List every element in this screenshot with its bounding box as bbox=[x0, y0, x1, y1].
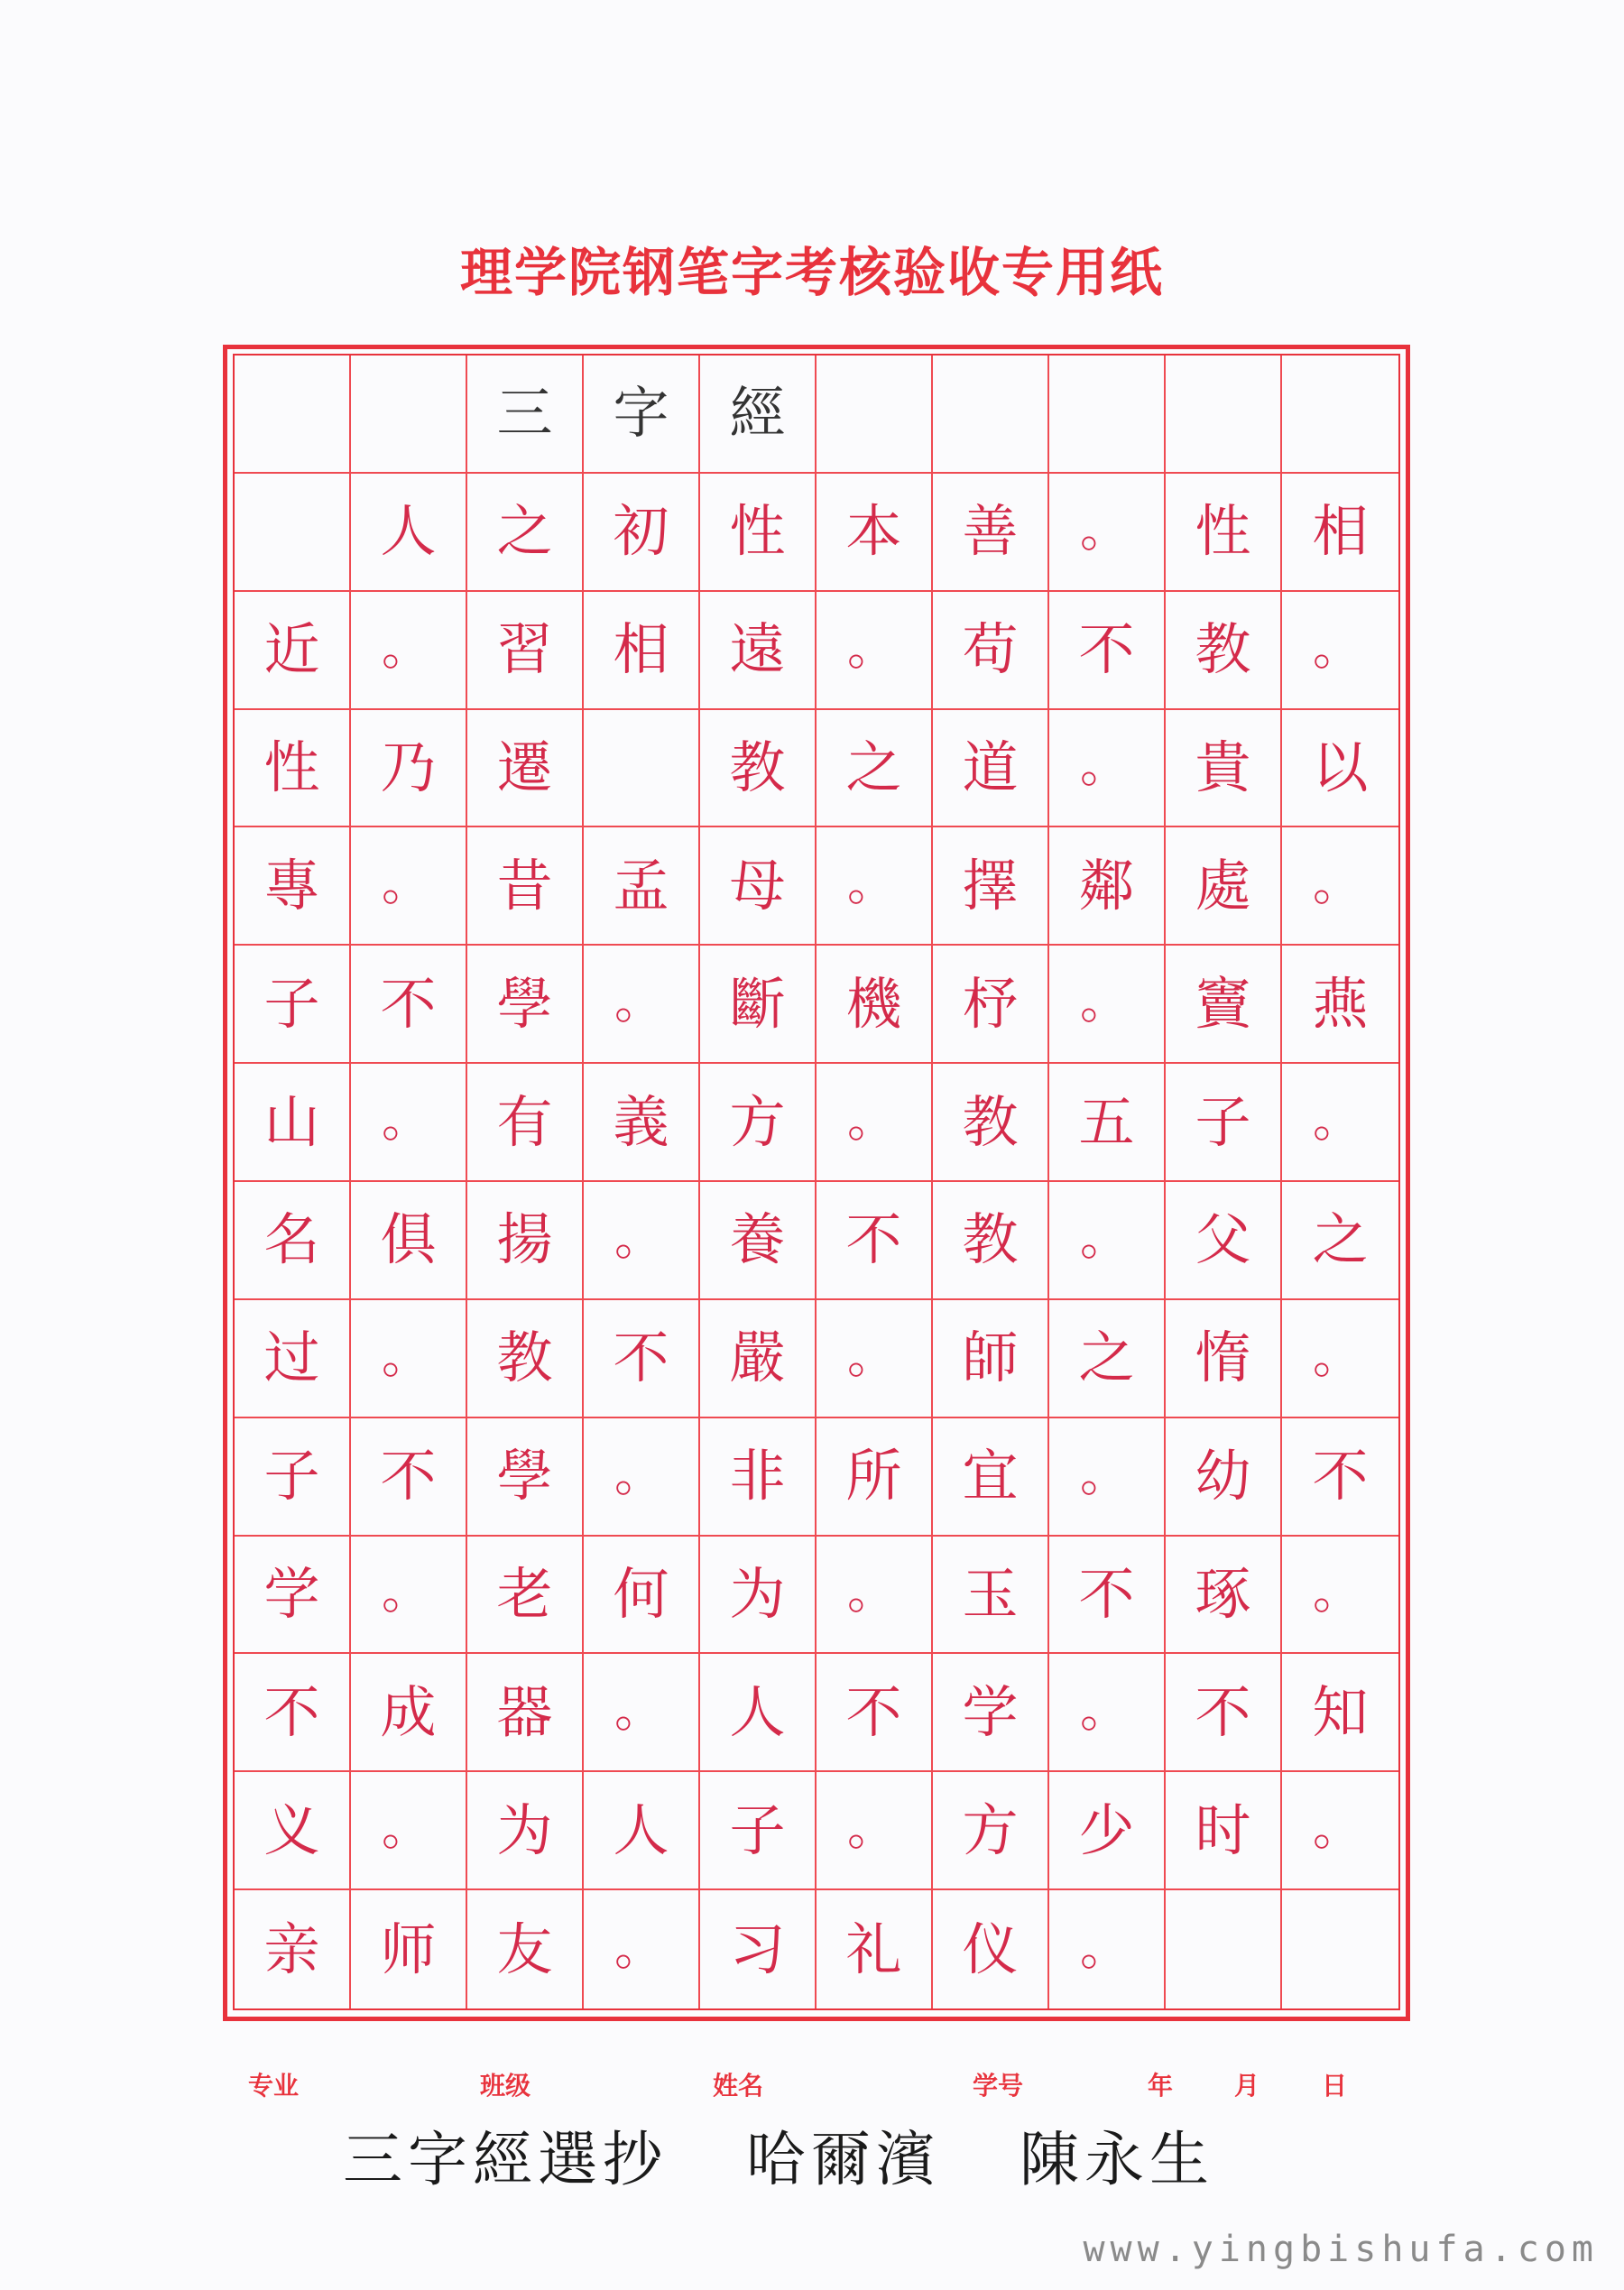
grid-cell: 。 bbox=[1049, 474, 1166, 592]
grid-cell: 人 bbox=[700, 1654, 817, 1772]
grid-cell: 仪 bbox=[933, 1890, 1049, 2008]
grid-cell: 知 bbox=[1282, 1654, 1398, 1772]
grid-cell: 师 bbox=[351, 1890, 467, 2008]
grid-cell bbox=[1166, 356, 1282, 474]
grid-cell: 教 bbox=[467, 1300, 584, 1418]
grid-cell: 不 bbox=[1166, 1654, 1282, 1772]
grid-cell: 俱 bbox=[351, 1182, 467, 1300]
grid-cell: 遷 bbox=[467, 710, 584, 828]
signature-place: 哈爾濱 bbox=[745, 2125, 941, 2194]
grid-cell: 。 bbox=[817, 1537, 933, 1655]
grid-cell: 處 bbox=[1166, 827, 1282, 946]
grid-cell: 教 bbox=[1166, 592, 1282, 710]
signature-line bbox=[343, 2111, 1269, 2197]
grid-cell: 。 bbox=[1049, 946, 1166, 1064]
grid-cell: 近 bbox=[235, 592, 351, 710]
grid-cell: 成 bbox=[351, 1654, 467, 1772]
grid-cell: 教 bbox=[700, 710, 817, 828]
label-year: 年 bbox=[1148, 2071, 1174, 2101]
grid-cell: 。 bbox=[1049, 1890, 1166, 2008]
grid-cell: 。 bbox=[584, 1654, 700, 1772]
grid-cell: 为 bbox=[700, 1537, 817, 1655]
grid-cell: 礼 bbox=[817, 1890, 933, 2008]
grid-cell: 。 bbox=[351, 1772, 467, 1890]
grid-cell: 貴 bbox=[1166, 710, 1282, 828]
grid-cell: 師 bbox=[933, 1300, 1049, 1418]
grid-cell: 本 bbox=[817, 474, 933, 592]
grid-cell: 性 bbox=[700, 474, 817, 592]
grid-cell: 。 bbox=[1049, 1182, 1166, 1300]
writing-grid bbox=[233, 354, 1400, 2010]
grid-cell: 。 bbox=[351, 592, 467, 710]
grid-cell: 。 bbox=[351, 1300, 467, 1418]
grid-cell: 孟 bbox=[584, 827, 700, 946]
label-class: 班级 bbox=[480, 2071, 531, 2101]
grid-cell: 。 bbox=[584, 1418, 700, 1537]
grid-cell bbox=[235, 356, 351, 474]
grid-cell: 不 bbox=[1282, 1418, 1398, 1537]
grid-cell: 子 bbox=[1166, 1064, 1282, 1182]
grid-cell: 父 bbox=[1166, 1182, 1282, 1300]
grid-cell: 非 bbox=[700, 1418, 817, 1537]
grid-cell: 。 bbox=[1282, 592, 1398, 710]
grid-cell: 義 bbox=[584, 1064, 700, 1182]
grid-cell: 学 bbox=[933, 1654, 1049, 1772]
grid-cell: 学 bbox=[235, 1537, 351, 1655]
grid-cell: 相 bbox=[1282, 474, 1398, 592]
label-major: 专业 bbox=[248, 2071, 300, 2101]
grid-cell bbox=[235, 474, 351, 592]
grid-cell: 琢 bbox=[1166, 1537, 1282, 1655]
grid-cell: 。 bbox=[1282, 1064, 1398, 1182]
grid-cell: 機 bbox=[817, 946, 933, 1064]
grid-cell: 。 bbox=[1049, 710, 1166, 828]
grid-cell bbox=[1282, 356, 1398, 474]
grid-cell: 时 bbox=[1166, 1772, 1282, 1890]
grid-cell: 字 bbox=[584, 356, 700, 474]
grid-cell: 善 bbox=[933, 474, 1049, 592]
grid-cell: 。 bbox=[1282, 1300, 1398, 1418]
grid-cell: 子 bbox=[700, 1772, 817, 1890]
grid-cell: 斷 bbox=[700, 946, 817, 1064]
grid-cell: 五 bbox=[1049, 1064, 1166, 1182]
grid-cell: 山 bbox=[235, 1064, 351, 1182]
grid-cell: 。 bbox=[817, 827, 933, 946]
grid-cell: 遠 bbox=[700, 592, 817, 710]
grid-cell: 性 bbox=[235, 710, 351, 828]
grid-cell: 之 bbox=[467, 474, 584, 592]
label-month: 月 bbox=[1234, 2071, 1260, 2101]
grid-cell: 之 bbox=[817, 710, 933, 828]
footer-labels bbox=[0, 2066, 1624, 2102]
grid-cell: 初 bbox=[584, 474, 700, 592]
grid-cell: 苟 bbox=[933, 592, 1049, 710]
grid-cell: 經 bbox=[700, 356, 817, 474]
grid-cell: 揚 bbox=[467, 1182, 584, 1300]
grid-cell bbox=[584, 710, 700, 828]
grid-cell: 之 bbox=[1282, 1182, 1398, 1300]
signature-author: 陳永生 bbox=[1019, 2125, 1214, 2194]
grid-cell: 專 bbox=[235, 827, 351, 946]
grid-cell: 。 bbox=[1049, 1418, 1166, 1537]
label-student-id: 学号 bbox=[973, 2071, 1024, 2101]
page-title: 理学院钢笔字考核验收专用纸 bbox=[459, 242, 1164, 303]
grid-cell: 所 bbox=[817, 1418, 933, 1537]
watermark: www.yingbishufa.com bbox=[1083, 2229, 1599, 2270]
grid-cell: 。 bbox=[351, 1064, 467, 1182]
grid-cell: 幼 bbox=[1166, 1418, 1282, 1537]
grid-cell: 性 bbox=[1166, 474, 1282, 592]
grid-cell: 少 bbox=[1049, 1772, 1166, 1890]
grid-cell: 友 bbox=[467, 1890, 584, 2008]
grid-cell: 。 bbox=[1282, 827, 1398, 946]
grid-cell: 过 bbox=[235, 1300, 351, 1418]
grid-cell: 玉 bbox=[933, 1537, 1049, 1655]
grid-cell: 之 bbox=[1049, 1300, 1166, 1418]
grid-cell: 宜 bbox=[933, 1418, 1049, 1537]
grid-cell: 不 bbox=[817, 1182, 933, 1300]
grid-cell: 人 bbox=[584, 1772, 700, 1890]
grid-cell bbox=[351, 356, 467, 474]
grid-cell: 。 bbox=[351, 827, 467, 946]
grid-cell: 鄰 bbox=[1049, 827, 1166, 946]
grid-cell bbox=[1166, 1890, 1282, 2008]
grid-cell: 竇 bbox=[1166, 946, 1282, 1064]
grid-cell: 何 bbox=[584, 1537, 700, 1655]
grid-cell bbox=[817, 356, 933, 474]
grid-cell: 方 bbox=[933, 1772, 1049, 1890]
grid-cell: 亲 bbox=[235, 1890, 351, 2008]
grid-cell bbox=[1049, 356, 1166, 474]
grid-cell: 不 bbox=[1049, 592, 1166, 710]
grid-cell: 不 bbox=[584, 1300, 700, 1418]
grid-cell: 。 bbox=[817, 1772, 933, 1890]
grid-cell: 。 bbox=[1049, 1654, 1166, 1772]
grid-cell: 。 bbox=[817, 592, 933, 710]
grid-cell: 为 bbox=[467, 1772, 584, 1890]
grid-cell: 擇 bbox=[933, 827, 1049, 946]
grid-cell: 。 bbox=[584, 1890, 700, 2008]
grid-cell: 老 bbox=[467, 1537, 584, 1655]
grid-cell: 方 bbox=[700, 1064, 817, 1182]
grid-cell: 。 bbox=[584, 1182, 700, 1300]
grid-cell: 道 bbox=[933, 710, 1049, 828]
grid-cell: 教 bbox=[933, 1182, 1049, 1300]
signature-work: 三字經選抄 bbox=[343, 2125, 668, 2194]
grid-cell: 。 bbox=[1282, 1772, 1398, 1890]
grid-cell: 教 bbox=[933, 1064, 1049, 1182]
grid-cell: 器 bbox=[467, 1654, 584, 1772]
grid-cell: 燕 bbox=[1282, 946, 1398, 1064]
grid-cell: 。 bbox=[584, 946, 700, 1064]
grid-cell: 义 bbox=[235, 1772, 351, 1890]
grid-cell: 嚴 bbox=[700, 1300, 817, 1418]
grid-cell: 人 bbox=[351, 474, 467, 592]
grid-cell: 昔 bbox=[467, 827, 584, 946]
grid-cell: 杼 bbox=[933, 946, 1049, 1064]
grid-cell: 名 bbox=[235, 1182, 351, 1300]
grid-cell: 惰 bbox=[1166, 1300, 1282, 1418]
grid-cell bbox=[1282, 1890, 1398, 2008]
grid-cell: 以 bbox=[1282, 710, 1398, 828]
grid-cell: 。 bbox=[1282, 1537, 1398, 1655]
grid-cell bbox=[933, 356, 1049, 474]
label-day: 日 bbox=[1322, 2071, 1348, 2101]
grid-cell: 習 bbox=[467, 592, 584, 710]
grid-cell: 學 bbox=[467, 1418, 584, 1537]
grid-cell: 习 bbox=[700, 1890, 817, 2008]
grid-cell: 。 bbox=[351, 1537, 467, 1655]
grid-cell: 養 bbox=[700, 1182, 817, 1300]
grid-cell: 乃 bbox=[351, 710, 467, 828]
grid-cell: 不 bbox=[351, 946, 467, 1064]
grid-cell: 三 bbox=[467, 356, 584, 474]
grid-cell: 不 bbox=[351, 1418, 467, 1537]
grid-cell: 子 bbox=[235, 946, 351, 1064]
grid-cell: 。 bbox=[817, 1300, 933, 1418]
grid-cell: 相 bbox=[584, 592, 700, 710]
grid-cell: 不 bbox=[817, 1654, 933, 1772]
grid-cell: 有 bbox=[467, 1064, 584, 1182]
grid-cell: 學 bbox=[467, 946, 584, 1064]
grid-cell: 子 bbox=[235, 1418, 351, 1537]
label-name: 姓名 bbox=[713, 2071, 764, 2101]
grid-cell: 。 bbox=[817, 1064, 933, 1182]
grid-cell: 不 bbox=[1049, 1537, 1166, 1655]
grid-cell: 母 bbox=[700, 827, 817, 946]
grid-cell: 不 bbox=[235, 1654, 351, 1772]
